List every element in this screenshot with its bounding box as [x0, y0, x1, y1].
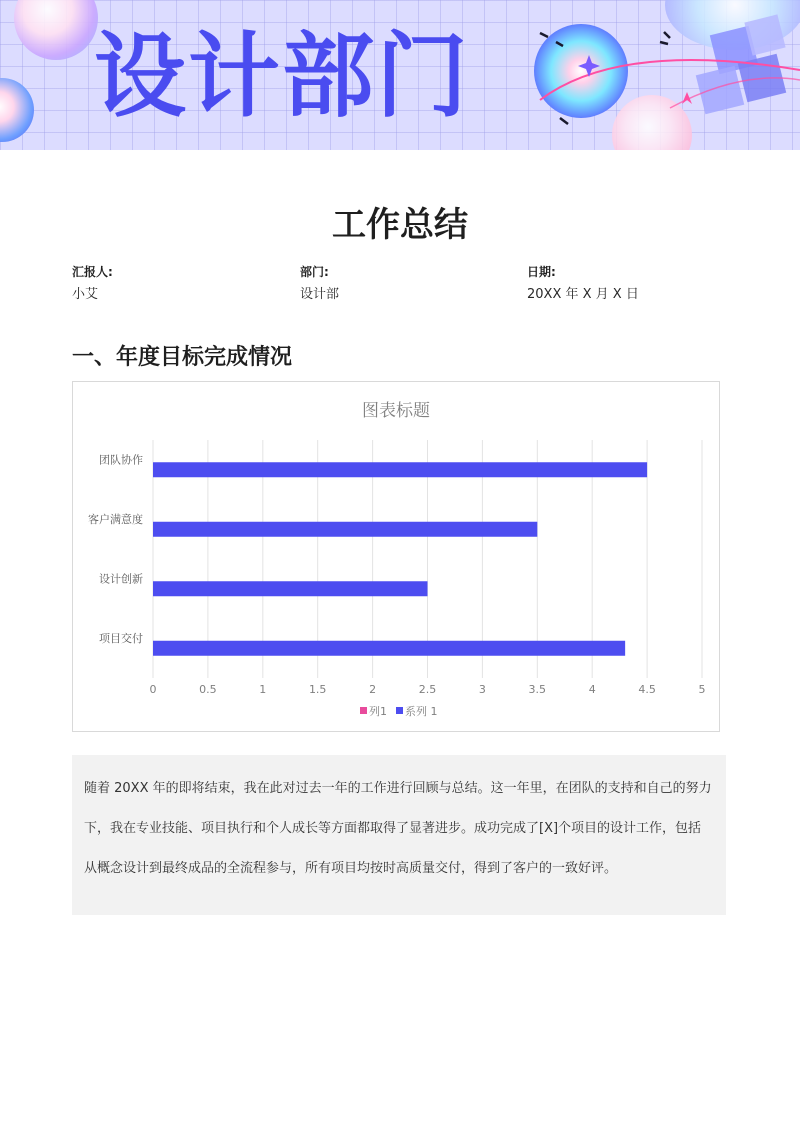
- legend-label: 系列 1: [405, 705, 438, 718]
- department-value: 设计部: [300, 287, 340, 302]
- date-value: 20XX 年 X 月 X 日: [527, 287, 639, 302]
- x-tick-label: 0.5: [199, 683, 217, 696]
- meta-department: [300, 263, 500, 305]
- section-heading: 一、年度目标完成情况: [72, 345, 293, 370]
- department-label: 部门:: [300, 265, 329, 279]
- x-tick-label: 3.5: [528, 683, 547, 696]
- document-title: 工作总结: [332, 205, 468, 245]
- summary-text: 随着 20XX 年的即将结束，我在此对过去一年的工作进行回顾与总结。这一年里，在团队的支持和自己的努力下，我在专业技能、项目执行和个人成长等方面都取得了显著进步。成功完成了[X]个项目的设计工作，包括从概念设计到最终成品的全流程参与，所有项目均按时高质量交付，得到了客户的一致好评。: [84, 781, 712, 876]
- bar: [153, 462, 647, 477]
- legend-swatch: [360, 707, 367, 714]
- bar: [153, 522, 537, 537]
- y-category-label: 设计创新: [99, 572, 143, 586]
- legend-swatch: [396, 707, 403, 714]
- star-icon: [578, 55, 600, 77]
- x-tick-label: 4.5: [638, 683, 656, 696]
- x-tick-label: 1: [259, 683, 267, 696]
- x-tick-label: 4: [588, 683, 596, 696]
- summary-box: [72, 755, 726, 915]
- reporter-value: 小艾: [72, 287, 99, 302]
- banner-title: 设计部门: [94, 23, 471, 130]
- meta-reporter: [72, 263, 272, 305]
- y-category-label: 客户满意度: [88, 512, 143, 526]
- reporter-label: 汇报人:: [72, 265, 113, 279]
- legend-label: 列1: [369, 705, 387, 718]
- x-tick-label: 1.5: [308, 683, 327, 696]
- bar: [153, 641, 625, 656]
- y-category-label: 团队协作: [99, 453, 143, 467]
- chart-title: 图表标题: [362, 401, 430, 421]
- x-tick-label: 2.5: [418, 683, 437, 696]
- bar: [153, 581, 428, 596]
- header-banner: [0, 0, 800, 150]
- x-tick-label: 3: [478, 683, 486, 696]
- x-tick-label: 5: [698, 683, 706, 696]
- x-tick-label: 2: [369, 683, 377, 696]
- date-label: 日期:: [527, 265, 556, 279]
- decorative-cube-cluster-icon: [696, 14, 786, 114]
- bar-chart: [73, 382, 719, 731]
- chart-container: [72, 381, 720, 732]
- y-category-label: 项目交付: [99, 631, 143, 645]
- meta-date: [527, 263, 727, 305]
- x-tick-label: 0: [149, 683, 157, 696]
